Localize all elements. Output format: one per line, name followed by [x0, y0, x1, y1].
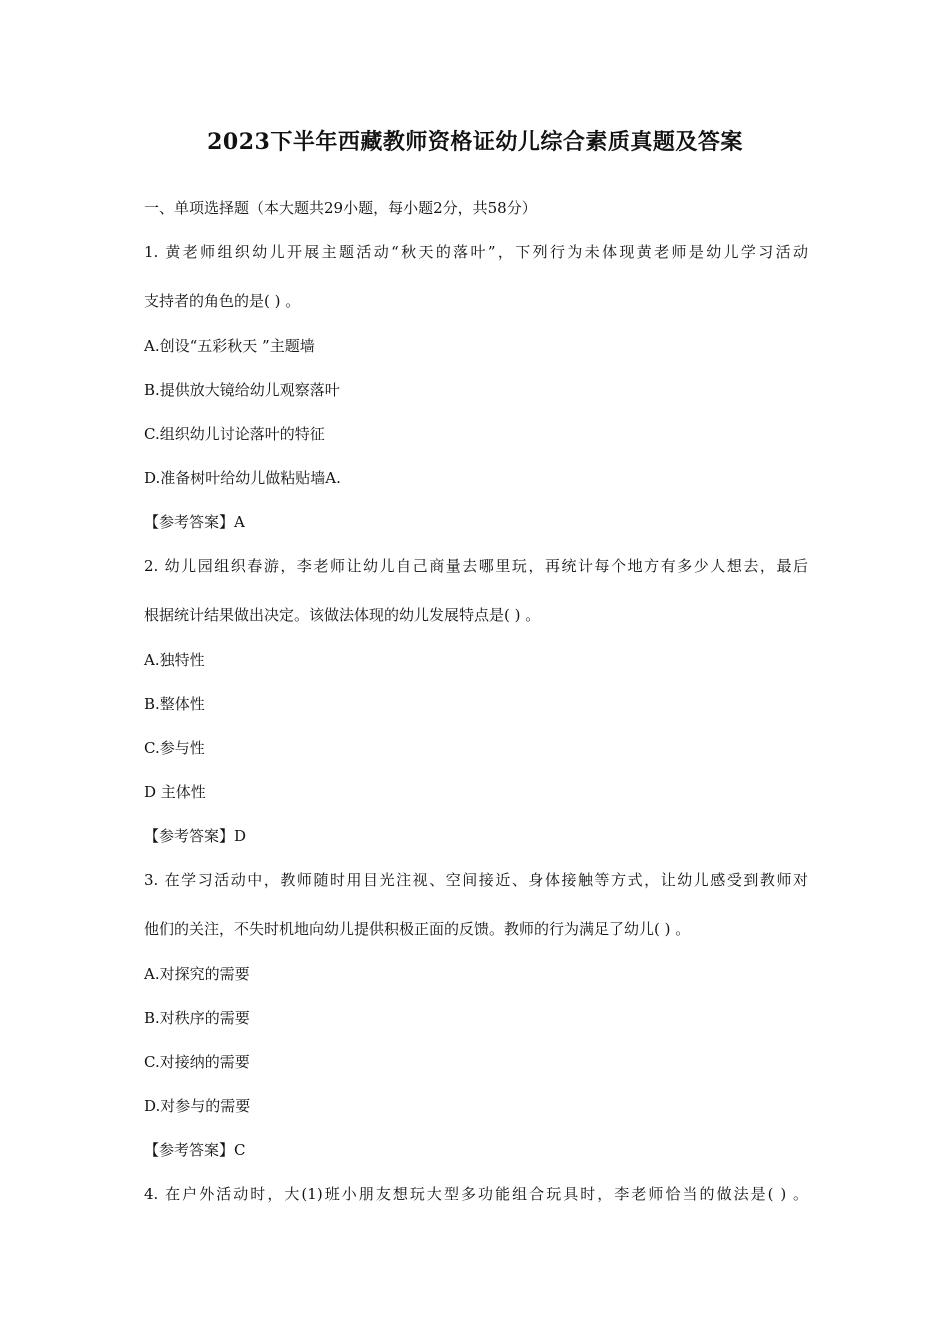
question-stem-line: 根据统计结果做出决定。该做法体现的幼儿发展特点是( ) 。 — [144, 606, 541, 624]
question-stem-line: 支持者的角色的是( ) 。 — [144, 292, 301, 310]
reference-answer: 【参考答案】D — [144, 827, 247, 845]
option-d: D 主体性 — [144, 783, 206, 801]
option-b: B.对秩序的需要 — [144, 1009, 250, 1027]
section-heading: 一、单项选择题（本大题共29小题，每小题2分，共58分） — [144, 199, 537, 217]
reference-answer: 【参考答案】A — [144, 513, 245, 531]
reference-answer: 【参考答案】C — [144, 1141, 246, 1159]
option-a: A.创设“五彩秋天 ”主题墙 — [144, 337, 315, 355]
option-b: B.提供放大镜给幼儿观察落叶 — [144, 381, 340, 399]
question-stem-line: 4. 在户外活动时，大(1)班小朋友想玩大型多功能组合玩具时，李老师恰当的做法是( ) 。 — [144, 1185, 808, 1203]
option-a: A.独特性 — [144, 651, 205, 669]
option-c: C.组织幼儿讨论落叶的特征 — [144, 425, 325, 443]
option-a: A.对探究的需要 — [144, 965, 250, 983]
option-d: D.准备树叶给幼儿做粘贴墙A. — [144, 469, 341, 487]
option-c: C.参与性 — [144, 739, 205, 757]
question-stem-line: 1. 黄老师组织幼儿开展主题活动“秋天的落叶”，下列行为未体现黄老师是幼儿学习活动 — [144, 243, 808, 261]
page-title: 2023下半年西藏教师资格证幼儿综合素质真题及答案 — [207, 129, 743, 155]
question-stem-line: 他们的关注，不失时机地向幼儿提供积极正面的反馈。教师的行为满足了幼儿( ) 。 — [144, 920, 691, 938]
question-stem-line: 3. 在学习活动中，教师随时用目光注视、空间接近、身体接触等方式，让幼儿感受到教师对 — [144, 871, 808, 889]
option-d: D.对参与的需要 — [144, 1097, 251, 1115]
option-b: B.整体性 — [144, 695, 205, 713]
option-c: C.对接纳的需要 — [144, 1053, 250, 1071]
question-stem-line: 2. 幼儿园组织春游，李老师让幼儿自己商量去哪里玩，再统计每个地方有多少人想去，最后 — [144, 557, 808, 575]
